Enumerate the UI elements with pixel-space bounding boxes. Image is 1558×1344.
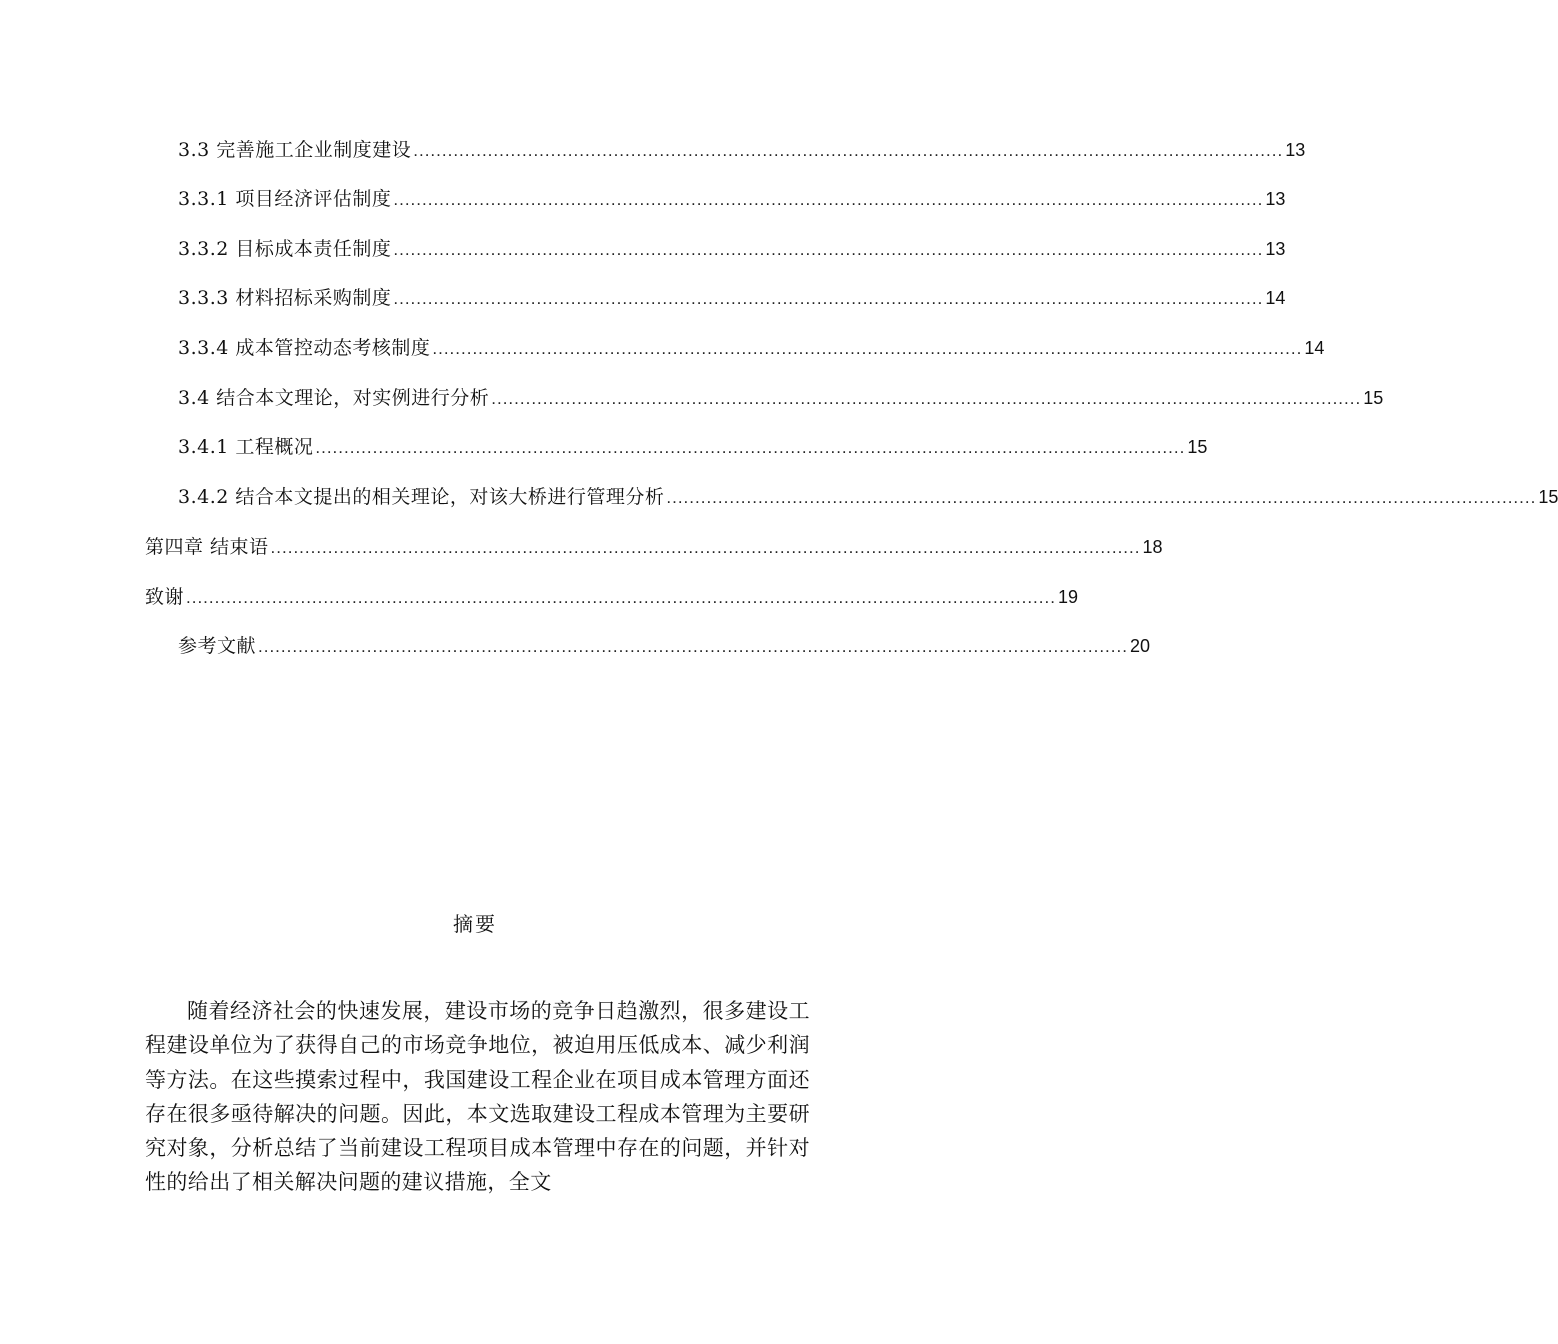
toc-leader-dots: ........................................................................................................................................................: [413, 141, 1284, 160]
toc-leader-dots: ........................................................................................................................................................: [393, 289, 1264, 308]
toc-entry-label: 3.3.4 成本管控动态考核制度: [178, 337, 431, 359]
toc-leader-dots: ........................................................................................................................................................: [270, 538, 1141, 557]
toc-leader-dots: ........................................................................................................................................................: [491, 389, 1362, 408]
toc-page-number: 19: [1057, 587, 1078, 607]
toc-page-number: 15: [1538, 487, 1558, 507]
toc-page-number: 14: [1265, 288, 1286, 308]
toc-entry[interactable]: [178, 383, 1384, 413]
toc-entry-label: 3.4.1 工程概况: [178, 436, 314, 458]
abstract-title: 摘要: [453, 912, 497, 936]
toc-entry[interactable]: [178, 333, 1325, 363]
toc-entry-label: 3.3.2 目标成本责任制度: [178, 238, 392, 260]
toc-entry[interactable]: [178, 184, 1286, 214]
toc-page-number: 13: [1265, 189, 1286, 209]
toc-page-number: 18: [1142, 537, 1163, 557]
toc-entry-label: 3.4.2 结合本文提出的相关理论，对该大桥进行管理分析: [178, 486, 665, 508]
toc-leader-dots: ........................................................................................................................................................: [393, 240, 1264, 259]
toc-entry[interactable]: [178, 631, 1150, 661]
toc-entry-label: 参考文献: [178, 635, 257, 657]
toc-entry[interactable]: [145, 582, 1078, 612]
toc-entry[interactable]: [178, 283, 1286, 313]
toc-entry-label: 3.3.3 材料招标采购制度: [178, 287, 392, 309]
toc-entry[interactable]: [178, 135, 1306, 165]
toc-leader-dots: ........................................................................................................................................................: [258, 637, 1128, 656]
toc-page-number: 20: [1129, 636, 1150, 656]
toc-entry-label: 致谢: [145, 586, 185, 608]
toc-entry-label: 3.3.1 项目经济评估制度: [178, 188, 392, 210]
toc-leader-dots: ........................................................................................................................................................: [432, 339, 1303, 358]
toc-leader-dots: ........................................................................................................................................................: [666, 488, 1537, 507]
toc-leader-dots: ........................................................................................................................................................: [186, 588, 1056, 607]
toc-page-number: 13: [1285, 140, 1306, 160]
toc-page-number: 15: [1187, 437, 1208, 457]
toc-page-number: 14: [1304, 338, 1325, 358]
toc-entry-label: 3.4 结合本文理论，对实例进行分析: [178, 387, 490, 409]
abstract-body: 随着经济社会的快速发展，建设市场的竞争日趋激烈，很多建设工程建设单位为了获得自己的市场竞争地位，被迫用压低成本、减少利润等方法。在这些摸索过程中，我国建设工程企业在项目成本管理方面还存在很多亟待解决的问题。因此，本文选取建设工程成本管理为主要研究对象，分析总结了当前建设工程项目成本管理中存在的问题，并针对性的给出了相关解决问题的建议措施，全文: [145, 999, 810, 1195]
toc-page-number: 15: [1363, 388, 1384, 408]
toc-entry[interactable]: [178, 234, 1286, 264]
toc-entry-label: 3.3 完善施工企业制度建设: [178, 139, 412, 161]
toc-leader-dots: ........................................................................................................................................................: [393, 190, 1264, 209]
toc-page-number: 13: [1265, 239, 1286, 259]
toc-entry[interactable]: [178, 432, 1208, 462]
toc-entry[interactable]: [178, 482, 1558, 512]
toc-leader-dots: ........................................................................................................................................................: [315, 438, 1186, 457]
toc-entry[interactable]: [145, 532, 1163, 562]
toc-entry-label: 第四章 结束语: [145, 536, 269, 558]
